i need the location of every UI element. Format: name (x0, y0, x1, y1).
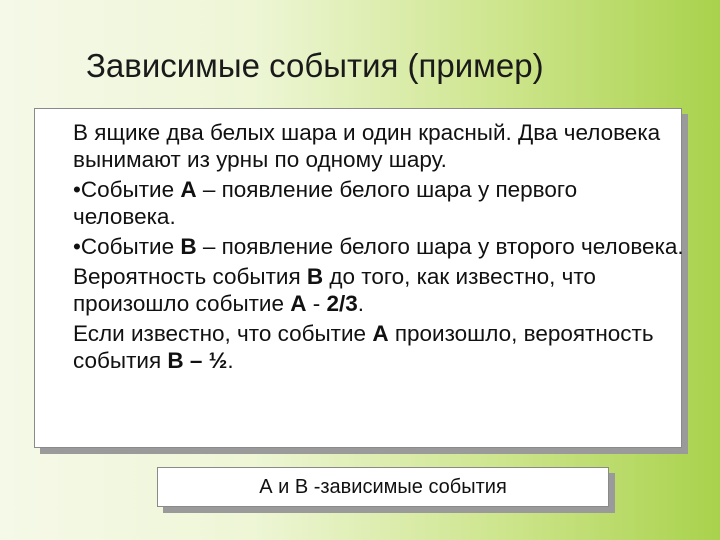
text-run: . (227, 348, 234, 373)
paragraph-prior-probability (73, 263, 685, 317)
text-run: •Событие (73, 234, 181, 259)
paragraph-conditional-probability (73, 320, 685, 374)
event-a-label: А (180, 177, 197, 202)
event-b-label: В (180, 234, 197, 259)
paragraph-1 (73, 119, 685, 173)
text-run: произошло, вероятность события (73, 321, 654, 373)
text-run: •Событие (73, 177, 181, 202)
prior-probability-value: 2/3 (326, 291, 358, 316)
event-a-label: А (372, 321, 389, 346)
text-run: – появление белого шара у первого человека. (73, 177, 578, 229)
slide-title: Зависимые события (пример) (86, 47, 544, 84)
footer-box (157, 467, 609, 507)
text-run: – появление белого шара у второго человека. (196, 234, 684, 259)
text-run: Вероятность события (73, 264, 307, 289)
content-text (73, 119, 685, 377)
text-run: до того, как известно, что произошло событие (73, 264, 596, 316)
text-run: В ящике два белых шара и один красный. Два человека вынимают из урны по одному шару. (73, 120, 661, 172)
text-run: Если известно, что событие (73, 321, 373, 346)
content-box (34, 108, 682, 448)
footer-text: А и В -зависимые события (259, 476, 507, 498)
conditional-probability-value: В – ½ (167, 348, 228, 373)
text-run: - (306, 291, 327, 316)
event-b-label: В (306, 264, 324, 289)
paragraph-event-b (73, 233, 685, 260)
event-a-label: А (290, 291, 307, 316)
text-run: . (357, 291, 365, 316)
paragraph-event-a (73, 176, 685, 230)
